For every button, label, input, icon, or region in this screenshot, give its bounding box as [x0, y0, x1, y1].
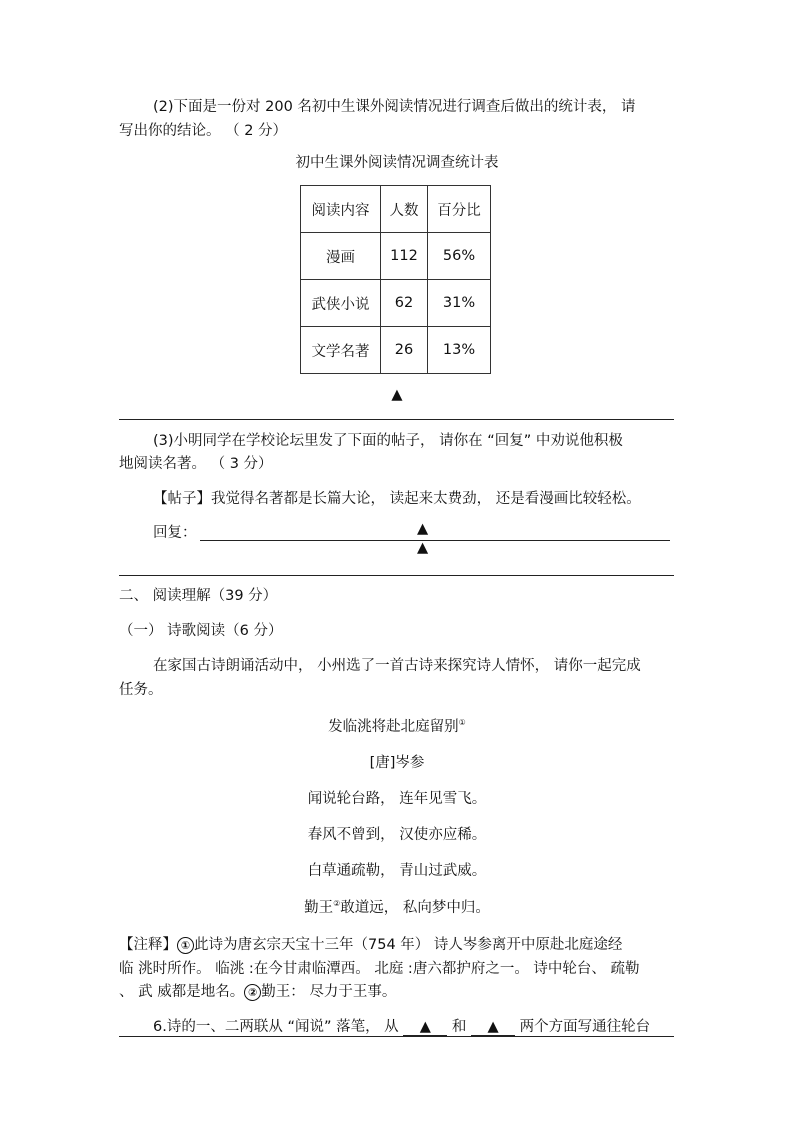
- table-cell: 26: [381, 327, 428, 374]
- poem-title: [0, 715, 794, 736]
- intro-line2: 任务。: [119, 682, 163, 698]
- q6-answer-line[interactable]: [119, 1036, 674, 1037]
- reply-answer-line[interactable]: [200, 540, 670, 541]
- note-number-2: ②: [244, 984, 261, 1001]
- notes-label: 【注释】: [119, 937, 177, 953]
- reply-mark-2: ▲: [417, 540, 429, 556]
- note-ref: ①: [458, 718, 466, 728]
- q2-answer-line[interactable]: [119, 419, 674, 420]
- reply-mark-1: ▲: [417, 521, 429, 537]
- intro-line1: 在家国古诗朗诵活动中， 小州选了一首古诗来探究诗人情怀， 请你一起完成: [153, 658, 641, 674]
- survey-table: [300, 185, 491, 374]
- header-cell: 人数: [381, 186, 428, 233]
- table-cell: 13%: [428, 327, 491, 374]
- q6-text: 两个方面写通往轮台: [519, 1019, 651, 1035]
- table-row: [301, 280, 491, 327]
- q3-prompt-line2: 地阅读名著。 （ 3 分）: [119, 456, 273, 472]
- notes-line2: 临 洮时所作。 临洮 :在今甘肃临潭西。 北庭 :唐六都护府之一。 诗中轮台、 疏勒: [119, 961, 640, 977]
- notes-line3: [119, 980, 396, 1001]
- q6-prompt: [153, 1015, 650, 1036]
- table-cell: 62: [381, 280, 428, 327]
- table-row: [301, 233, 491, 280]
- q6-blank-2[interactable]: ▲: [471, 1019, 515, 1036]
- note-number-1: ①: [177, 937, 194, 954]
- poem-line: 白草通疏勒， 青山过武威。: [307, 863, 487, 879]
- q2-prompt-line2: 写出你的结论。 （ 2 分）: [119, 123, 288, 139]
- forum-post: 【帖子】我觉得名著都是长篇大论， 读起来太费劲， 还是看漫画比较轻松。: [153, 491, 641, 507]
- table-cell: 31%: [428, 280, 491, 327]
- poem-line-part: 勤王: [304, 900, 334, 916]
- notes-text: 、 武 威都是地名。: [119, 984, 245, 1000]
- notes-line1: [119, 933, 622, 954]
- section-heading: 二、 阅读理解（39 分）: [119, 588, 278, 604]
- table-cell: 文学名著: [301, 327, 381, 374]
- q6-text: 和: [451, 1019, 467, 1035]
- table-cell: 漫画: [301, 233, 381, 280]
- table-title: 初中生课外阅读情况调查统计表: [295, 155, 499, 171]
- sub-heading: （一） 诗歌阅读（6 分）: [119, 623, 283, 639]
- q6-text: 6.诗的一、二两联从 “闻说” 落笔， 从: [153, 1019, 399, 1035]
- table-cell: 112: [381, 233, 428, 280]
- notes-text: 此诗为唐玄宗天宝十三年（754 年） 诗人岑参离开中原赴北庭途经: [194, 937, 623, 953]
- table-row: [301, 327, 491, 374]
- q2-answer-mark: ▲: [391, 387, 403, 403]
- poem-line-part: 敢道远， 私向梦中归。: [340, 900, 490, 916]
- table-header-row: [301, 186, 491, 233]
- q2-prompt-line1: (2)下面是一份对 200 名初中生课外阅读情况进行调查后做出的统计表， 请: [153, 99, 636, 115]
- poem-line: 闻说轮台路， 连年见雪飞。: [307, 791, 487, 807]
- poem-line: 春风不曾到， 汉使亦应稀。: [307, 827, 487, 843]
- table-cell: 56%: [428, 233, 491, 280]
- note-ref: ②: [333, 899, 341, 909]
- reply-label: 回复：: [153, 525, 197, 541]
- table-cell: 武侠小说: [301, 280, 381, 327]
- poem-author: [唐]岑参: [369, 755, 425, 771]
- q3-prompt-line1: (3)小明同学在学校论坛里发了下面的帖子， 请你在 “回复” 中劝说他积极: [153, 433, 623, 449]
- reply-answer-line-2[interactable]: [119, 575, 674, 576]
- notes-text: 勤王： 尽力于王事。: [261, 984, 397, 1000]
- poem-title-text: 发临洮将赴北庭留别: [328, 719, 459, 735]
- poem-line: [0, 896, 794, 917]
- header-cell: 百分比: [428, 186, 491, 233]
- header-cell: 阅读内容: [301, 186, 381, 233]
- q6-blank-1[interactable]: ▲: [403, 1019, 447, 1036]
